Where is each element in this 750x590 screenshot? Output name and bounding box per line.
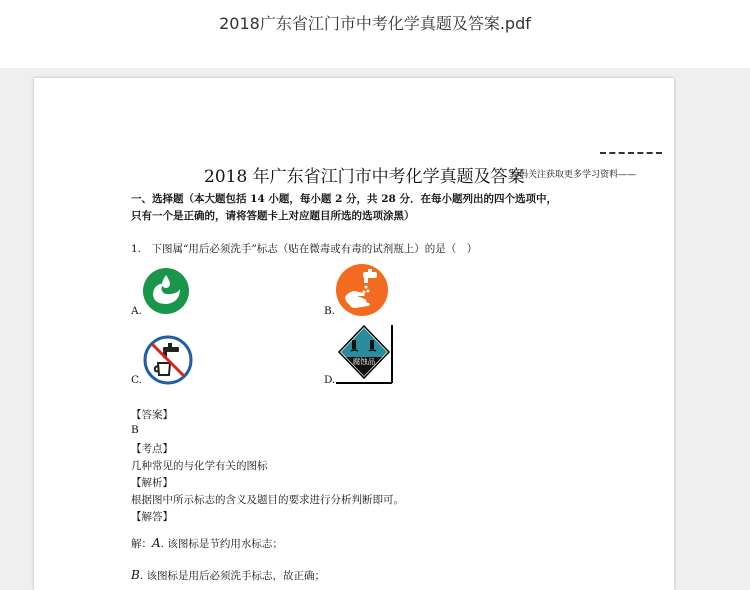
- header-mark: [600, 152, 662, 154]
- jiexi-header: 【解析】: [131, 477, 173, 489]
- option-a-label: A.: [131, 305, 142, 317]
- option-d-label: D.: [324, 374, 336, 386]
- option-b-label: B.: [324, 305, 336, 317]
- solution-a-letter: A: [152, 536, 161, 550]
- option-c-label: C.: [131, 374, 142, 386]
- solution-b: [131, 568, 325, 583]
- solution-prefix: 解：: [131, 538, 152, 550]
- jieda-header: 【解答】: [131, 511, 173, 523]
- top-bar: [0, 0, 750, 68]
- wash-hands-icon: [335, 263, 389, 317]
- question-1: 1. 下图属“用后必须洗手”标志（贴在微毒或有毒的试剂瓶上）的是（ ）: [131, 243, 478, 255]
- solution-b-letter: B: [131, 568, 140, 582]
- pdf-page: [34, 78, 674, 590]
- jiexi-text: 根据图中所示标志的含义及题目的要求进行分析判断即可。: [131, 494, 404, 506]
- corrosive-sign: [334, 323, 394, 385]
- corrosive-label: 腐蚀品: [352, 357, 376, 366]
- solution-a: [131, 536, 283, 551]
- section-heading-line2: 只有一个是正确的，请将答题卡上对应题目所选的选项涂黑）: [131, 210, 415, 222]
- solution-a-text: . 该图标是节约用水标志；: [160, 538, 283, 550]
- water-saving-icon: [142, 267, 190, 315]
- answer-value: B: [131, 424, 139, 436]
- section-heading-line1: 一、选择题（本大题包括 14 小题，每小题 2 分，共 28 分．在每小题列出的四个选项中，: [131, 193, 557, 205]
- kaodian-text: 几种常见的与化学有关的图标: [131, 460, 268, 472]
- qr-overlay-text: 扫码关注获取更多学习资料——: [510, 170, 637, 180]
- file-title: 2018广东省江门市中考化学真题及答案.pdf: [219, 14, 531, 33]
- answer-header: 【答案】: [131, 409, 173, 421]
- document-title: 2018 年广东省江门市中考化学真题及答案: [204, 167, 525, 187]
- kaodian-header: 【考点】: [131, 443, 173, 455]
- solution-b-text: . 该图标是用后必须洗手标志，故正确；: [139, 570, 326, 582]
- corrosive-icon: [334, 323, 394, 385]
- no-drinking-water-icon: [143, 335, 193, 385]
